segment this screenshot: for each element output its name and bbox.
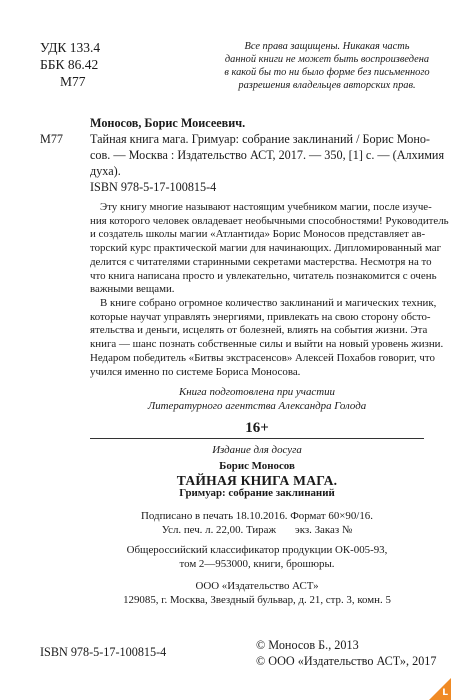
catalog-entry xyxy=(40,131,444,179)
credit-line: Книга подготовлена при участии xyxy=(178,386,336,398)
annotation-line: делится с читателями старинными секретами мастерства. Несмотря на то xyxy=(90,255,432,268)
classifier-line: Общероссийский классификатор продукции ОК-005-93, xyxy=(126,544,388,556)
annotation-line: ния которого человек овладевает необычными способностями! Руководитель xyxy=(90,214,449,227)
publisher-details xyxy=(90,580,424,607)
credit-line: Литературного агентства Александра Голода xyxy=(147,400,367,412)
udk-code: УДК 133.4 xyxy=(40,40,101,55)
annotation-line: Недаром победитель «Битвы экстрасенсов» Алексей Похабов говорит, что xyxy=(90,351,435,364)
agency-credit xyxy=(90,385,424,413)
book-title: ТАЙНАЯ КНИГА МАГА. xyxy=(176,472,338,488)
print-line: Подписано в печать 18.10.2016. Формат 60×90/16. xyxy=(141,510,373,522)
bbk-code: ББК 86.42 xyxy=(40,57,99,72)
catalog-author: Моносов, Борис Моисеевич. xyxy=(90,116,246,130)
publisher-name: ООО «Издательство АСТ» xyxy=(195,580,319,592)
annotation-line: и создатель школы магии «Атлантида» Борис Моносов представляет ав- xyxy=(90,228,426,241)
age-rating-badge: 16+ xyxy=(245,420,269,436)
rights-line: Все права защищены. Никакая часть xyxy=(244,41,410,52)
annotation-line: учился именно по системе Бориса Моносова. xyxy=(90,365,301,378)
annotation-line: торский курс практической магии для начинающих. Дипломированный маг xyxy=(90,242,442,255)
catalog-line: Тайная книга мага. Гримуар: собрание заклинаний / Борис Моно- xyxy=(90,132,430,146)
copyright-block xyxy=(256,637,436,669)
annotation-line: В книге собрано огромное количество заклинаний и магических техник, xyxy=(100,297,437,309)
imprint-author: Борис Моносов xyxy=(219,460,295,472)
rights-line: разрешения владельцев авторских прав. xyxy=(238,80,416,91)
author-mark: М77 xyxy=(60,74,86,89)
book-subtitle: Гримуар: собрание заклинаний xyxy=(179,487,335,499)
annotation-line: книга — шанс познать собственные силы и выйти на новый уровень жизни. xyxy=(90,338,444,351)
copyright-publisher: © ООО «Издательство АСТ», 2017 xyxy=(256,654,437,668)
catalog-line: сов. — Москва : Издательство АСТ, 2017. — 350, [1] с. — (Алхимия xyxy=(90,148,445,162)
annotation-line: важными вещами. xyxy=(90,283,175,296)
catalog-isbn: ISBN 978-5-17-100815-4 xyxy=(90,180,217,194)
rights-line: в какой бы то ни было форме без письменного xyxy=(224,67,430,78)
publisher-address: 129085, г. Москва, Звездный бульвар, д. 21, стр. 3, комн. 5 xyxy=(123,593,391,606)
annotation-paragraph-1 xyxy=(90,201,449,297)
print-details xyxy=(90,510,424,537)
rights-line: данной книги не может быть воспроизведена xyxy=(224,54,430,65)
annotation-line: что книга написана просто и увлекательно, читатель познакомится с очень xyxy=(90,269,437,282)
footer-isbn: ISBN 978-5-17-100815-4 xyxy=(40,645,167,659)
edition-type: Издание для досуга xyxy=(212,444,302,456)
corner-logo-glyph: L xyxy=(442,688,448,698)
print-line: Усл. печ. л. 22,00. Тираж экз. Заказ № xyxy=(161,523,353,536)
annotation-line: ятельства и деньги, исцелять от болезней, влиять на события жизни. Эта xyxy=(90,324,428,337)
annotation-line: которые научат управлять энергиями, привлекать на свою сторону обсто- xyxy=(90,310,431,323)
catalog-mark: М77 xyxy=(40,132,64,146)
classifier-details xyxy=(90,544,424,571)
copyright-author: © Моносов Б., 2013 xyxy=(256,638,359,652)
catalog-line: духа). xyxy=(90,164,121,178)
divider-line xyxy=(90,438,424,439)
imprint-title-block xyxy=(90,460,424,501)
classification-codes xyxy=(40,39,100,90)
rights-notice xyxy=(222,40,432,92)
classifier-line: том 2—953000, книги, брошюры. xyxy=(179,557,335,570)
annotation-paragraph-2 xyxy=(90,297,444,379)
annotation-line: Эту книгу многие называют настоящим учебником магии, после изуче- xyxy=(100,201,432,213)
